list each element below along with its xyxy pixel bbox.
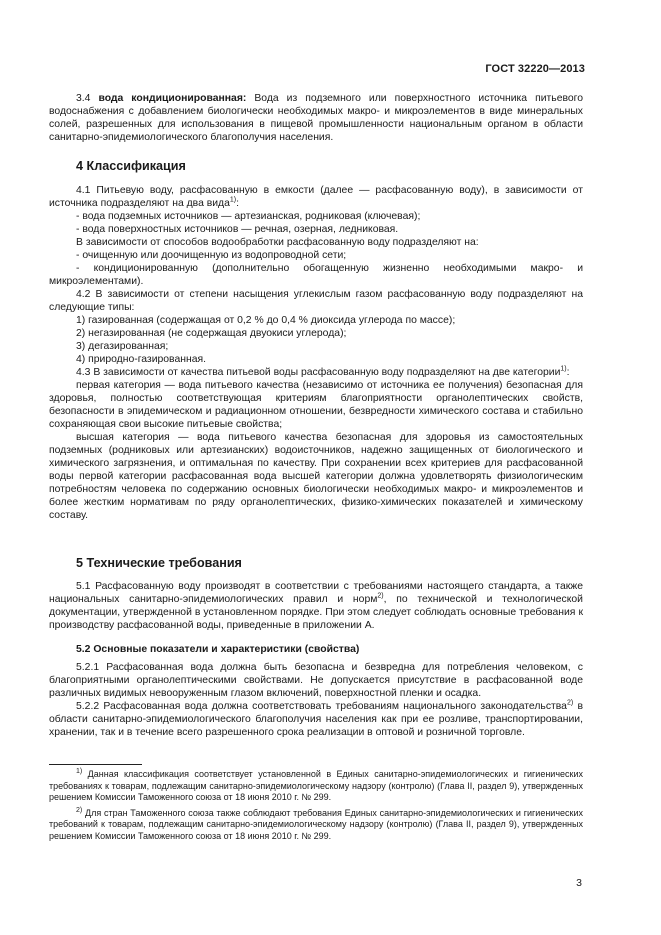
clause-5-2-2: 5.2.2 Расфасованная вода должна соответствовать требованиям национального законодательства$^{2)}$ в области санитарно-эпидемиологического благополучия населения как при ее розливе, транспортировании, хранении, так и в течение всего разрешенного срока реализации в оптовой и розничной торговле. — [49, 699, 583, 738]
subsection-title: 5.2 Основные показатели и характеристики (свойства) — [76, 644, 360, 655]
list-item: 4) природно-газированная. — [76, 354, 207, 365]
defined-term: вода кондиционированная: — [98, 93, 247, 104]
standard-code-header: ГОСТ 32220—2013 — [485, 63, 585, 75]
footnote-ref: 1) — [229, 196, 237, 204]
clause-3-4 — [49, 92, 583, 144]
subsection-5-2-body — [49, 661, 583, 739]
clause-5-1: 5.1 Расфасованную воду производят в соответствии с требованиями настоящего стандарта, а также национальных санитарно-эпидемиологических правил и норм$^{2)}$, по технической и технологической документации, утвержденной в установленном порядке. При этом следует соблюдать основные требования к производству расфасованной воды, приведенные в приложении А. — [49, 581, 583, 631]
footnote-ref: 1) — [560, 365, 567, 373]
section-4-body — [49, 184, 583, 522]
page-number: 3 — [576, 877, 582, 889]
footnote-1: $^{1)}$ Данная классификация соответствует установленной в Единых санитарно-эпидемиологических и гигиенических требованиях к товарам, подлежащим санитарно-эпидемиологическому надзору (контролю) (Глава II, раздел 9), утвержденных решением Комиссии Таможенного союза от 18 июня 2010 г. № 299. — [49, 768, 583, 803]
footnote-mark: 1) — [76, 768, 83, 775]
clause-5-2-1: 5.2.1 Расфасованная вода должна быть безопасна и безвредна для потребления человеком, с благоприятными органолептическими свойствами. Не допускается присутствие в расфасованной воде различных видимых невооруженным глазом включений, поверхностной пленки и осадка. — [49, 662, 583, 699]
list-item: 3) дегазированная; — [76, 341, 169, 352]
list-item: - вода поверхностных источников — речная, озерная, ледниковая. — [76, 224, 399, 235]
clause-number: 3.4 — [76, 93, 91, 104]
paragraph: В зависимости от способов водообработки расфасованную воду подразделяют на: — [76, 237, 479, 248]
section-title: 5 Технические требования — [76, 556, 242, 570]
term-definition: Вода из подземного или поверхностного источника питьевого водоснабжения с добавлением биологически необходимых макро- и микроэлементов в виде минеральных солей, разрешенных для использования в пищевой промышленности национальным органом в области санитарно-эпидемиологического благополучия населения. — [49, 93, 583, 143]
footnote-mark: 2) — [76, 806, 83, 814]
category-first: первая категория — вода питьевого качества (независимо от источника ее получения) безопасная для здоровья, полностью соответствующая критериям благоприятности органолептических свойств, безопасности в эпидемическом и радиационном отношении, безвредности химического состава и стабильно сохраняющая свои высокие питьевые свойства; — [49, 380, 583, 430]
subsection-5-2 — [49, 643, 583, 656]
list-item: - вода подземных источников — артезианская, родниковая (ключевая); — [76, 211, 421, 222]
list-item: 2) негазированная (не содержащая двуокиси углерода); — [76, 328, 347, 339]
section-4 — [49, 160, 583, 173]
list-item: 1) газированная (содержащая от 0,2 % до 0,4 % диоксида углерода по массе); — [76, 315, 456, 326]
clause-4-1: 4.1 Питьевую воду, расфасованную в емкости (далее — расфасованную воду), в зависимости от источника подразделяют на два вида$^{1)}$: — [49, 185, 583, 209]
footnote-divider — [49, 764, 142, 765]
section-5-body — [49, 580, 583, 632]
section-5 — [49, 557, 583, 570]
category-highest: высшая категория — вода питьевого качества безопасная для здоровья из самостоятельных подземных (родниковых или артезианских) водоисточников, надежно защищенных от биологического и химического загрязнения, и оптимальная по качеству. При сохранении всех критериев для расфасованной воды первой категории расфасованная вода высшей категории должна удовлетворять физиологическим потребностям человека по содержанию основных биологически необходимых макро- и микроэлементов и более жестким нормативам по ряду органолептических, физико-химических показателей и химическому составу. — [49, 432, 583, 521]
section-title: 4 Классификация — [76, 159, 186, 173]
list-item: - кондиционированную (дополнительно обогащенную жизненно необходимыми макро- и микроэлементами). — [49, 263, 583, 287]
footnotes — [49, 769, 583, 843]
footnote-2: $^{2)}$ Для стран Таможенного союза также соблюдают требования Единых санитарно-эпидемиологических и гигиенических требований к товарам, подлежащим санитарно-эпидемиологическому надзору (контролю) (Глава II, раздел 9), утвержденных решением Комиссии Таможенного союза от 18 июня 2010 г. № 299. — [49, 806, 583, 841]
footnote-ref: 2) — [377, 592, 384, 600]
clause-4-2: 4.2 В зависимости от степени насыщения углекислым газом расфасованную воду подразделяют на следующие типы: — [49, 289, 583, 313]
list-item: - очищенную или доочищенную из водопроводной сети; — [76, 250, 347, 261]
footnote-ref: 2) — [566, 699, 574, 707]
clause-4-3: 4.3 В зависимости от качества питьевой воды расфасованную воду подразделяют на две категории$^{1)}$: — [76, 365, 570, 378]
definition-paragraph — [49, 92, 583, 144]
